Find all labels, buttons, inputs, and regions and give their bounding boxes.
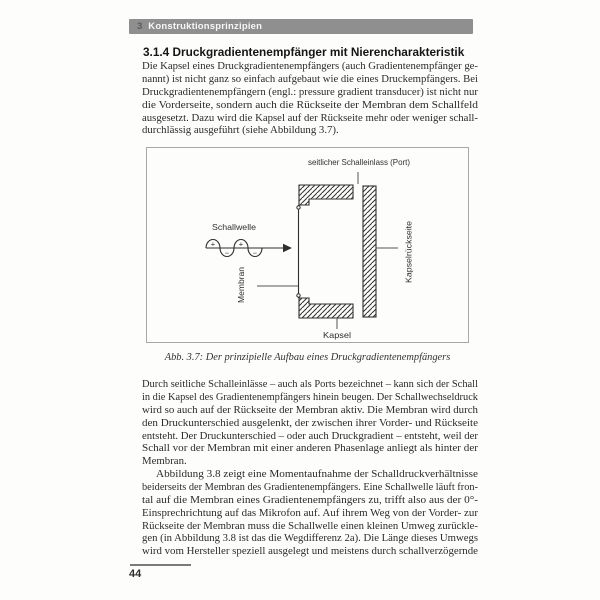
sound-wave-label: Schallwelle <box>212 222 257 232</box>
text-line: gen (in Abbildung 3.8 ist das die Wegdifferenz 2a). Die Länge dieses Umwegs <box>142 532 478 545</box>
text-line: wird vom Hersteller speziell ausgelegt und meistens durch schallverzögernde <box>142 545 478 558</box>
text-line: beiderseits der Membran des Gradientenempfängers. Eine Schallwelle läuft fron- <box>142 480 478 493</box>
figure-diagram <box>147 148 468 342</box>
text-line: Abbildung 3.8 zeigt eine Momentaufnahme der Schalldruckverhältnisse <box>156 468 479 480</box>
paragraph-2 <box>142 378 478 468</box>
text-line: durchlässig ausgeführt (siehe Abbildung 3.7). <box>142 124 339 137</box>
chapter-number: 3 <box>137 21 143 32</box>
port-label: seitlicher Schalleinlass (Port) <box>308 157 411 167</box>
section-heading-text: 3.1.4 Druckgradientenempfänger mit Nierencharakteristik <box>143 45 465 59</box>
text-line: Die Kapsel eines Druckgradientenempfängers (auch Gradientenempfänger ge- <box>142 60 478 72</box>
membrane-bottom-mount <box>297 294 300 297</box>
capsule-rear-hatch <box>363 186 376 317</box>
wave-minus-sign-1: − <box>224 248 230 258</box>
text-line: Rückseite der Membran muss die Schallwelle einen kleinen Umweg zurückle- <box>142 519 478 532</box>
wave-minus-sign-2: − <box>252 248 258 258</box>
footer-rule <box>130 564 191 566</box>
capsule-top-hatch <box>299 185 353 205</box>
text-line: Schall vor der Membran mit einer anderen Phasenlage anliegt als hinter der <box>142 442 478 455</box>
paragraph-3 <box>142 468 478 558</box>
text-line: ausgesetzt. Dazu wird die Kapsel auf der Rückseite mehr oder weniger schall- <box>142 111 478 124</box>
text-line: nannt) ist nicht ganz so einfach aufgebaut wie die eines Druckempfängers. Bei <box>142 72 478 85</box>
section-heading <box>143 45 479 59</box>
text-line: in die Kapsel des Gradientenempfängers hinein beugen. Der Schallwechseldruck <box>142 390 478 403</box>
text-line: Druckgradientenempfängern (engl.: pressure gradient transducer) ist nicht nur <box>142 85 478 98</box>
text-line: Membran. <box>142 455 187 468</box>
text-line: den Druckunterschied ausgelenkt, der zwischen ihrer Vorder- und Rückseite <box>142 416 478 429</box>
text-line: die Vorderseite, sondern auch die Rückseite der Membran dem Schallfeld <box>142 98 478 111</box>
capsule-label: Kapsel <box>323 330 352 340</box>
paragraph-1 <box>142 60 478 137</box>
page-number: 44 <box>129 568 142 580</box>
membrane-label: Membran <box>236 267 246 303</box>
wave-plus-sign-2: + <box>238 239 244 249</box>
wave-plus-sign-1: + <box>210 239 216 249</box>
capsule-rear-label: Kapselrückseite <box>403 224 414 283</box>
text-line: wird so auch auf der Rückseite der Membran aktiv. Die Membran wird durch <box>142 403 478 416</box>
text-line: tal auf die Membran eines Gradientenempfängers zu, trifft also aus der 0°- <box>142 493 478 506</box>
membrane-top-mount <box>297 206 300 209</box>
text-line: Einsprechrichtung auf das Mikrofon auf. Auf ihrem Weg von der Vorder- zur <box>142 506 478 519</box>
text-line: Durch seitliche Schalleinlässe – auch als Ports bezeichnet – kann sich der Schall <box>142 378 478 390</box>
chapter-title: Konstruktionsprinzipien <box>148 21 263 32</box>
capsule-bottom-hatch <box>299 298 353 318</box>
figure-box <box>146 147 469 343</box>
figure-caption: Abb. 3.7: Der prinzipielle Aufbau eines Druckgradientenempfängers <box>164 352 451 363</box>
sound-wave-arrowhead <box>283 244 292 252</box>
chapter-header-bar <box>129 19 473 34</box>
text-line: entsteht. Der Druckunterschied – oder auch Druckgradient – entsteht, weil der <box>142 429 478 442</box>
